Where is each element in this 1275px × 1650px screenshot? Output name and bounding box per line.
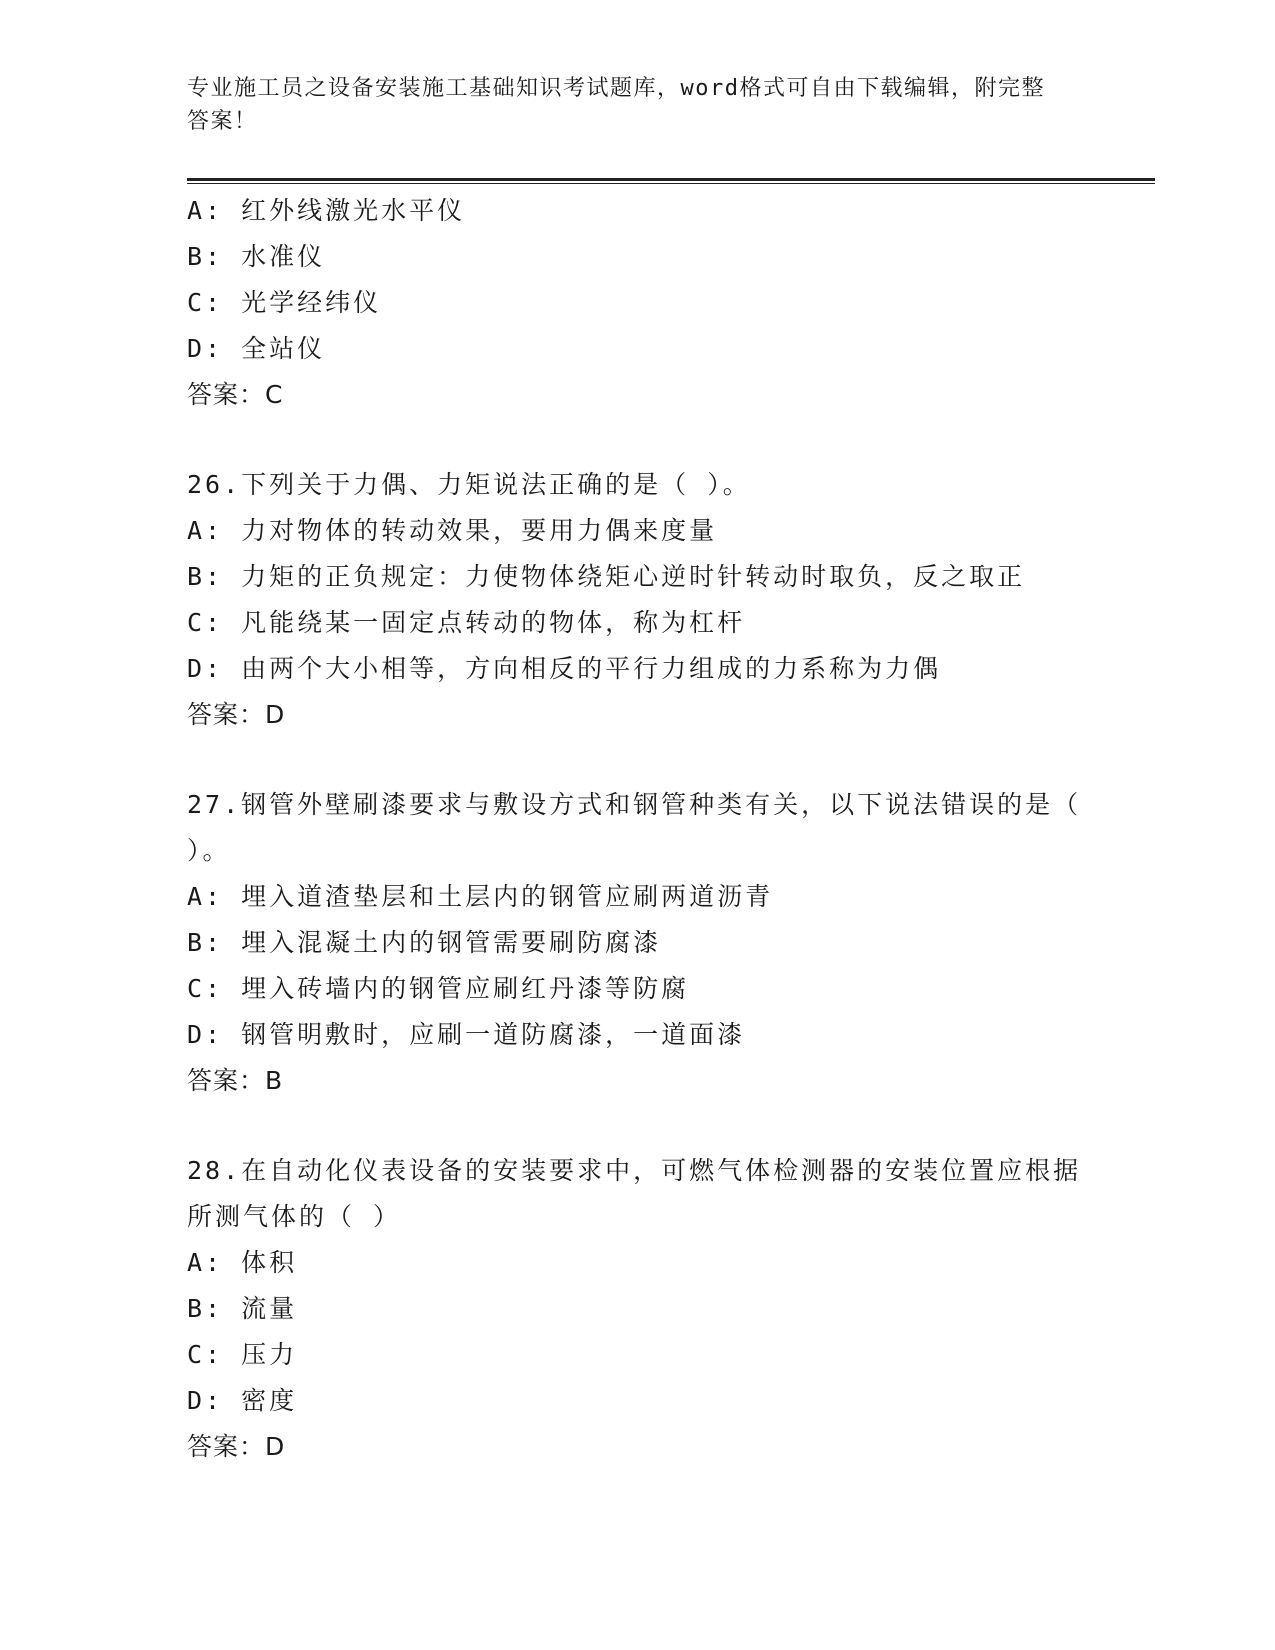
option-c: C: 埋入砖墙内的钢管应刷红丹漆等防腐 bbox=[187, 974, 690, 1003]
option-d: D: 由两个大小相等，方向相反的平行力组成的力系称为力偶 bbox=[187, 654, 942, 683]
option-c: C: 光学经纬仪 bbox=[187, 288, 382, 317]
answer-line: 答案：D bbox=[187, 700, 286, 729]
question-text: 28.在自动化仪表设备的安装要求中，可燃气体检测器的安装位置应根据所测气体的（ ） bbox=[187, 1156, 1082, 1231]
answer-line: 答案：B bbox=[187, 1066, 284, 1095]
option-b: B: 水准仪 bbox=[187, 242, 326, 271]
page-header: 专业施工员之设备安装施工基础知识考试题库，word格式可自由下载编辑，附完整答案！ bbox=[187, 76, 1045, 134]
answer-line: 答案：D bbox=[187, 1432, 286, 1461]
question-block-27 bbox=[187, 782, 1087, 1104]
option-b: B: 力矩的正负规定：力使物体绕矩心逆时针转动时取负，反之取正 bbox=[187, 562, 1026, 591]
option-a: A: 红外线激光水平仪 bbox=[187, 196, 466, 225]
question-block-25 bbox=[187, 188, 1087, 418]
question-text: 26.下列关于力偶、力矩说法正确的是（ ）。 bbox=[187, 470, 751, 499]
option-d: D: 密度 bbox=[187, 1386, 298, 1415]
option-a: A: 体积 bbox=[187, 1248, 298, 1277]
option-d: D: 全站仪 bbox=[187, 334, 326, 363]
option-b: B: 流量 bbox=[187, 1294, 298, 1323]
question-block-26 bbox=[187, 462, 1087, 738]
question-text: 27.钢管外壁刷漆要求与敷设方式和钢管种类有关，以下说法错误的是（ ）。 bbox=[187, 790, 1082, 865]
option-d: D: 钢管明敷时，应刷一道防腐漆，一道面漆 bbox=[187, 1020, 746, 1049]
option-c: C: 压力 bbox=[187, 1340, 298, 1369]
header-rule-thick bbox=[187, 178, 1155, 181]
option-b: B: 埋入混凝土内的钢管需要刷防腐漆 bbox=[187, 928, 662, 957]
header-rule-thin bbox=[187, 183, 1155, 184]
answer-line: 答案：C bbox=[187, 380, 284, 409]
document-body bbox=[187, 188, 1087, 1470]
option-a: A: 力对物体的转动效果，要用力偶来度量 bbox=[187, 516, 718, 545]
question-block-28 bbox=[187, 1148, 1087, 1470]
option-a: A: 埋入道渣垫层和土层内的钢管应刷两道沥青 bbox=[187, 882, 774, 911]
option-c: C: 凡能绕某一固定点转动的物体，称为杠杆 bbox=[187, 608, 746, 637]
